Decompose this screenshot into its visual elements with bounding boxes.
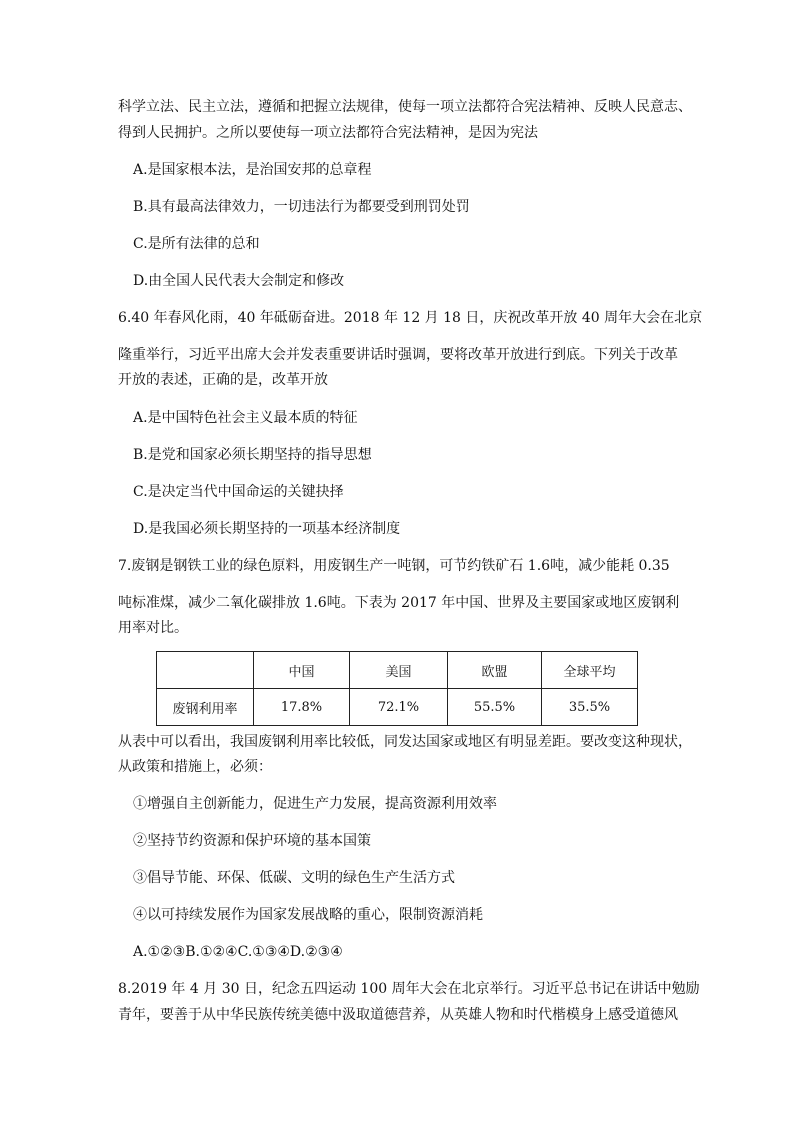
- table-header-cell: 欧盟: [448, 652, 542, 689]
- q6-option-c: C.是决定当代中国命运的关键抉择: [133, 484, 344, 500]
- q6-option-b: B.是党和国家必须长期坚持的指导思想: [133, 447, 372, 463]
- table-row: [157, 689, 638, 726]
- q8-stem-line-2: 青年，要善于从中华民族传统美德中汲取道德营养，从英雄人物和时代楷模身上感受道德风: [118, 1007, 678, 1023]
- q7-choices: A.①②③B.①②④C.①③④D.②③④: [133, 944, 343, 960]
- q5-option-d: D.由全国人民代表大会制定和修改: [133, 273, 345, 289]
- table-cell: 17.8%: [254, 689, 350, 726]
- q6-option-d: D.是我国必须长期坚持的一项基本经济制度: [133, 521, 401, 537]
- q7-statement-1: ①增强自主创新能力，促进生产力发展，提高资源利用效率: [133, 796, 497, 812]
- q5-option-a: A.是国家根本法，是治国安邦的总章程: [133, 162, 372, 178]
- q7-after-line-1: 从表中可以看出，我国废钢利用率比较低，同发达国家或地区有明显差距。要改变这种现状，: [118, 734, 692, 750]
- q7-statement-2: ②坚持节约资源和保护环境的基本国策: [133, 833, 371, 849]
- q6-stem-line-1: 6.40 年春风化雨，40 年砥砺奋进。2018 年 12 月 18 日，庆祝改革开放 40 周年大会在北京: [118, 310, 703, 326]
- q5-stem-line-1: 科学立法、民主立法，遵循和把握立法规律，使每一项立法都符合宪法精神、反映人民意志、: [118, 99, 692, 115]
- table-header-cell: 全球平均: [542, 652, 638, 689]
- table-cell: 35.5%: [542, 689, 638, 726]
- q7-stem-line-1: 7.废钢是钢铁工业的绿色原料，用废钢生产一吨钢，可节约铁矿石 1.6吨，减少能耗 0.35: [118, 558, 670, 574]
- q5-stem-line-2: 得到人民拥护。之所以要使每一项立法都符合宪法精神，是因为宪法: [118, 125, 538, 141]
- table-header-cell: 中国: [254, 652, 350, 689]
- q6-stem-line-2: 隆重举行，习近平出席大会并发表重要讲话时强调，要将改革开放进行到底。下列关于改革: [118, 347, 678, 363]
- q6-option-a: A.是中国特色社会主义最本质的特征: [133, 410, 358, 426]
- q7-stem-line-3: 用率对比。: [118, 620, 188, 636]
- q8-stem-line-1: 8.2019 年 4 月 30 日，纪念五四运动 100 周年大会在北京举行。习近平总书记在讲话中勉励: [118, 981, 700, 997]
- q5-option-b: B.具有最高法律效力，一切违法行为都要受到刑罚处罚: [133, 199, 470, 215]
- scrap-steel-table: [156, 651, 638, 726]
- q7-statement-3: ③倡导节能、环保、低碳、文明的绿色生产生活方式: [133, 870, 455, 886]
- q6-stem-line-3: 开放的表述，正确的是，改革开放: [118, 372, 328, 388]
- q7-after-line-2: 从政策和措施上，必须：: [118, 759, 272, 775]
- table-row-label: 废钢利用率: [157, 689, 254, 726]
- table-header-cell: [157, 652, 254, 689]
- q5-option-c: C.是所有法律的总和: [133, 236, 260, 252]
- q7-stem-line-2: 吨标准煤，减少二氧化碳排放 1.6吨。下表为 2017 年中国、世界及主要国家或地区废钢利: [118, 595, 680, 611]
- table-cell: 72.1%: [350, 689, 448, 726]
- table-cell: 55.5%: [448, 689, 542, 726]
- table-header-cell: 美国: [350, 652, 448, 689]
- q7-statement-4: ④以可持续发展作为国家发展战略的重心，限制资源消耗: [133, 907, 483, 923]
- table-header-row: [157, 652, 638, 689]
